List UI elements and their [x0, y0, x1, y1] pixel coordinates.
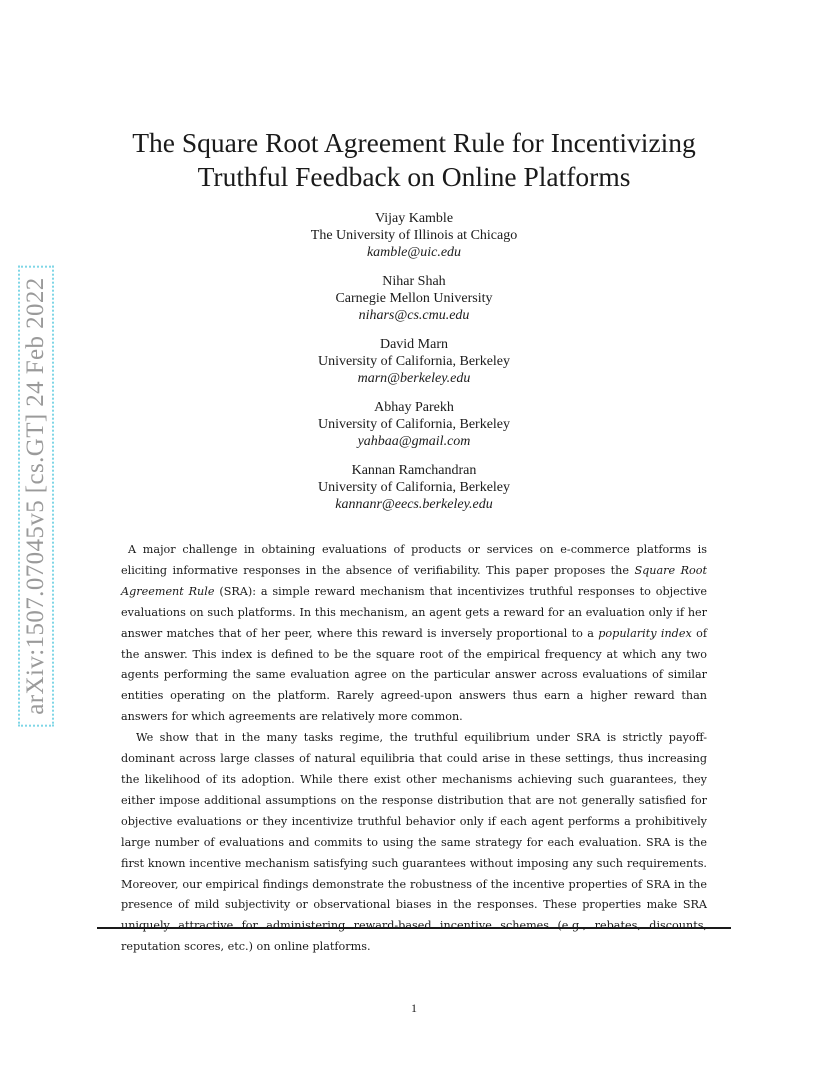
abstract-emphasis: popularity index [598, 626, 692, 640]
author-name: Vijay Kamble [374, 211, 454, 226]
abstract-text: A major challenge in obtaining evaluations of products or services on e-commerce platforms is eliciting informative responses in the absence of verifiability. This paper proposes the [121, 543, 707, 577]
author-email: yahbaa@gmail.com [357, 434, 471, 449]
author-name: Abhay Parekh [374, 400, 454, 415]
abstract-paragraph-1 [121, 540, 707, 728]
author-affiliation: Carnegie Mellon University [335, 291, 493, 306]
author-block [200, 462, 628, 513]
title-line-2: Truthful Feedback on Online Platforms [197, 161, 631, 192]
author-name: Nihar Shah [382, 274, 446, 289]
page-number: 1 [411, 1001, 417, 1015]
author-email: kamble@uic.edu [366, 245, 462, 260]
abstract-paragraph-2: We show that in the many tasks regime, the truthful equilibrium under SRA is strictly payoff-dominant across large classes of natural equilibria that could arise in these settings, thus increasing the likelihood of its adoption. While there exist other mechanisms achieving such guarantees, they either impose additional assumptions on the response distribution that are not generally satisfied for objective evaluations or they incentivize truthful behavior only if each agent performs a prohibitively large number of evaluations and commits to using the same strategy for each evaluation. SRA is the first known incentive mechanism satisfying such guarantees without imposing any such requirements. Moreover, our empirical findings demonstrate the robustness of the incentive properties of SRA in the presence of mild subjectivity or observational biases in the responses. These properties make SRA uniquely attractive for administering reward-based incentive schemes (e.g., rebates, discounts, reputation scores, etc.) on online platforms. [121, 731, 707, 954]
author-block [200, 210, 628, 261]
author-block [200, 399, 628, 450]
title-line-1: The Square Root Agreement Rule for Incentivizing [132, 127, 696, 158]
author-name: David Marn [379, 337, 449, 352]
author-affiliation: The University of Illinois at Chicago [310, 228, 518, 243]
author-email: marn@berkeley.edu [357, 371, 471, 386]
horizontal-rule [97, 927, 731, 929]
author-name: Kannan Ramchandran [351, 463, 477, 478]
author-affiliation: University of California, Berkeley [317, 417, 511, 432]
author-block [200, 273, 628, 324]
author-block [200, 336, 628, 387]
abstract [121, 540, 707, 958]
abstract-text: (SRA): a simple reward mechanism that incentivizes truthful responses to objective evaluations on such platforms. In this mechanism, an agent gets a reward for an evaluation only if her answer matches that of her peer, where this reward is inversely proportional to a [121, 584, 707, 640]
paper-title [100, 126, 728, 194]
author-affiliation: University of California, Berkeley [317, 480, 511, 495]
arxiv-identifier-stamp[interactable]: arXiv:1507.07045v5 [cs.GT] 24 Feb 2022 [18, 265, 54, 726]
abstract-emphasis: Square Root Agreement Rule [121, 563, 707, 598]
author-email: kannanr@eecs.berkeley.edu [335, 497, 493, 512]
author-affiliation: University of California, Berkeley [317, 354, 511, 369]
author-list [200, 210, 628, 525]
author-email: nihars@cs.cmu.edu [358, 308, 470, 323]
abstract-text: of the answer. This index is defined to be the square root of the empirical frequency at which any two agents performing the same evaluation agree on the particular answer across evaluations of similar entities operating on the platform. Rarely agreed-upon answers thus earn a higher reward than answers for which agreements are relatively more common. [121, 626, 708, 724]
